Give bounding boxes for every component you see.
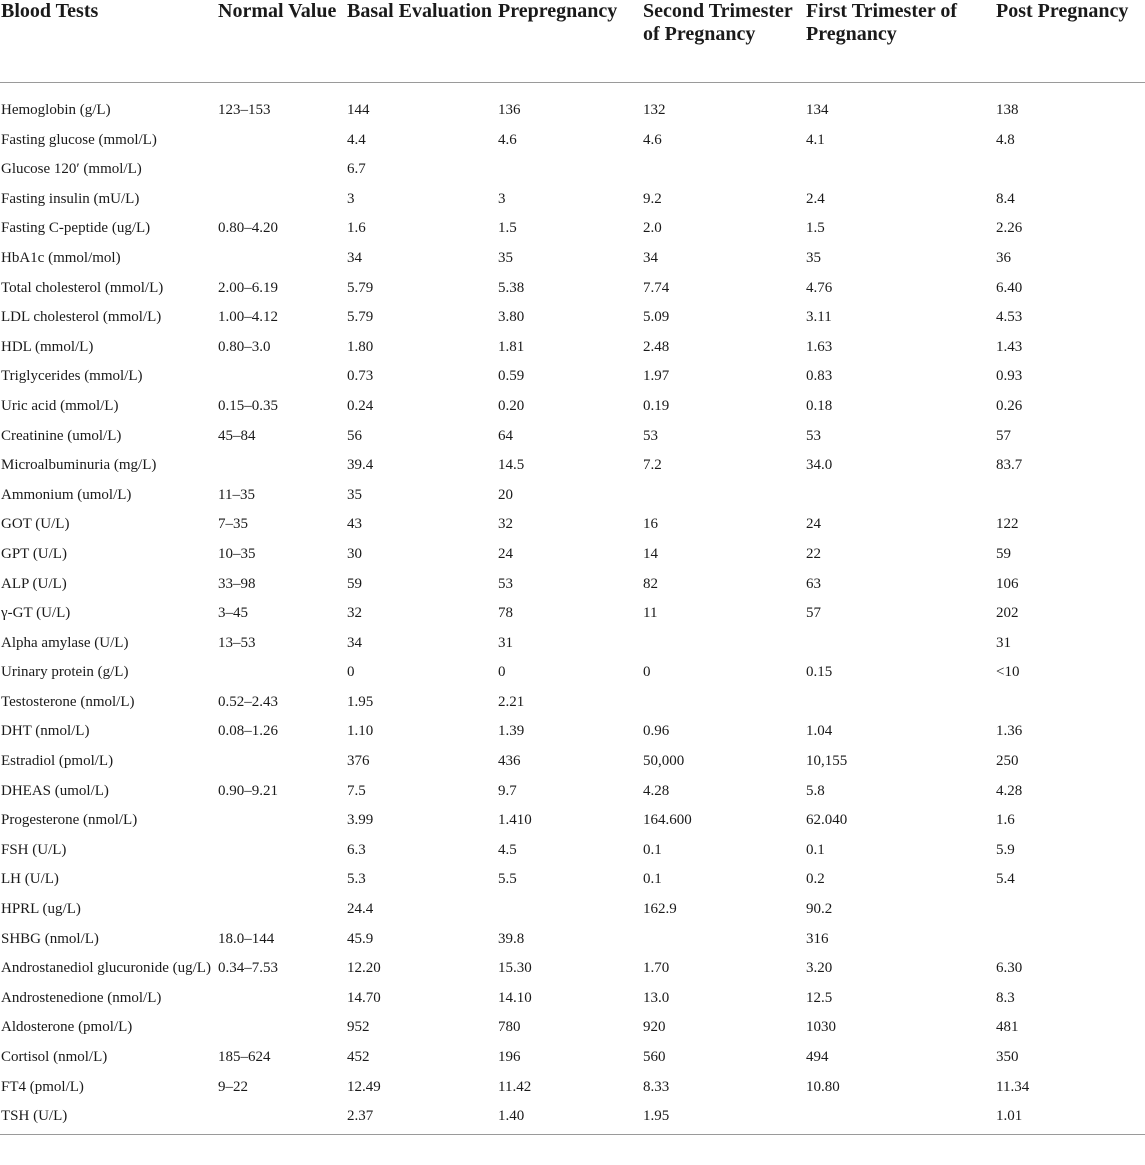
cell-prepregnancy: 9.7 [498, 782, 517, 799]
cell-basal-evaluation: 1.6 [347, 220, 366, 237]
cell-first-trimester: 0.15 [806, 664, 833, 681]
cell-normal-value [217, 1013, 346, 1043]
table-row [0, 1102, 1145, 1135]
cell-prepregnancy: 4.5 [498, 841, 517, 858]
cell-second-trimester: 7.74 [643, 279, 670, 296]
cell-post-pregnancy: 6.30 [996, 960, 1023, 977]
cell-post-pregnancy: 1.43 [996, 338, 1023, 355]
cell-second-trimester: 8.33 [643, 1078, 670, 1095]
cell-normal-value: 45–84 [218, 427, 256, 444]
cell-blood-test: ALP (U/L) [1, 575, 67, 592]
cell-prepregnancy: 0.59 [498, 368, 525, 385]
cell-basal-evaluation: 1.10 [347, 723, 374, 740]
cell-normal-value [217, 658, 346, 688]
cell-post-pregnancy: 8.3 [996, 989, 1015, 1006]
cell-second-trimester: 9.2 [643, 190, 662, 207]
cell-prepregnancy: 64 [498, 427, 513, 444]
cell-post-pregnancy: 57 [996, 427, 1011, 444]
cell-prepregnancy [497, 155, 642, 185]
cell-blood-test: Creatinine (umol/L) [1, 427, 122, 444]
cell-second-trimester: 1.70 [643, 960, 670, 977]
cell-blood-test: Fasting insulin (mU/L) [1, 190, 140, 207]
cell-normal-value [217, 747, 346, 777]
cell-basal-evaluation: 6.3 [347, 841, 366, 858]
table-row [0, 777, 1145, 807]
cell-basal-evaluation: 5.79 [347, 309, 374, 326]
cell-prepregnancy: 1.40 [497, 1102, 642, 1135]
cell-normal-value: 1.00–4.12 [218, 309, 278, 326]
cell-normal-value: 7–35 [218, 516, 248, 533]
table-row [0, 303, 1145, 333]
cell-blood-test: Glucose 120′ (mmol/L) [1, 161, 142, 178]
cell-normal-value [217, 126, 346, 156]
cell-basal-evaluation: 59 [347, 575, 362, 592]
header-basal-evaluation: Basal Evaluation [346, 0, 497, 83]
cell-blood-test: LDL cholesterol (mmol/L) [1, 309, 162, 326]
cell-normal-value: 0.34–7.53 [218, 960, 278, 977]
cell-blood-test: HPRL (ug/L) [1, 901, 81, 918]
cell-post-pregnancy: 4.8 [996, 131, 1015, 148]
cell-post-pregnancy [995, 688, 1145, 718]
cell-blood-test: SHBG (nmol/L) [1, 930, 99, 947]
cell-blood-test: Triglycerides (mmol/L) [1, 368, 143, 385]
cell-second-trimester [642, 925, 805, 955]
cell-first-trimester [805, 1102, 995, 1135]
cell-prepregnancy: 14.5 [498, 457, 525, 474]
header-post-pregnancy: Post Pregnancy [995, 0, 1145, 83]
table-row [0, 629, 1145, 659]
cell-normal-value [217, 244, 346, 274]
cell-blood-test: DHEAS (umol/L) [1, 782, 109, 799]
cell-basal-evaluation: 0 [347, 664, 355, 681]
cell-first-trimester: 0.83 [806, 368, 833, 385]
cell-first-trimester: 1.5 [806, 220, 825, 237]
cell-post-pregnancy: <10 [996, 664, 1020, 681]
cell-basal-evaluation: 952 [347, 1019, 370, 1036]
cell-first-trimester: 1.63 [806, 338, 833, 355]
table-row [0, 1013, 1145, 1043]
cell-post-pregnancy [995, 895, 1145, 925]
table-row [0, 362, 1145, 392]
cell-prepregnancy: 2.21 [498, 693, 525, 710]
cell-blood-test: Progesterone (nmol/L) [1, 812, 138, 829]
cell-basal-evaluation: 12.20 [347, 960, 381, 977]
table-row [0, 570, 1145, 600]
cell-blood-test: Aldosterone (pmol/L) [1, 1019, 133, 1036]
cell-prepregnancy: 3 [498, 190, 506, 207]
cell-first-trimester: 90.2 [806, 901, 833, 918]
cell-blood-test: γ-GT (U/L) [1, 605, 71, 622]
cell-prepregnancy: 53 [498, 575, 513, 592]
cell-prepregnancy: 39.8 [498, 930, 525, 947]
cell-blood-test: DHT (nmol/L) [1, 723, 90, 740]
table-row [0, 599, 1145, 629]
cell-post-pregnancy: 138 [996, 102, 1019, 118]
cell-second-trimester: 920 [643, 1019, 666, 1036]
cell-normal-value: 0.90–9.21 [218, 782, 278, 799]
cell-first-trimester: 4.76 [806, 279, 833, 296]
cell-first-trimester: 3.20 [806, 960, 833, 977]
cell-second-trimester: 50,000 [643, 753, 685, 770]
cell-normal-value: 123–153 [218, 102, 271, 118]
table-row [0, 274, 1145, 304]
cell-basal-evaluation: 4.4 [347, 131, 366, 148]
cell-normal-value [217, 1102, 346, 1135]
cell-first-trimester: 1.04 [806, 723, 833, 740]
cell-first-trimester: 53 [806, 427, 821, 444]
cell-basal-evaluation: 34 [347, 634, 362, 651]
table-row [0, 333, 1145, 363]
table-row [0, 155, 1145, 185]
cell-normal-value: 11–35 [218, 486, 255, 503]
cell-normal-value [217, 984, 346, 1014]
table-row [0, 658, 1145, 688]
cell-normal-value: 0.52–2.43 [218, 693, 278, 710]
table-row [0, 925, 1145, 955]
cell-second-trimester [642, 629, 805, 659]
table-row [0, 422, 1145, 452]
cell-first-trimester: 134 [806, 102, 829, 118]
table-row [0, 1043, 1145, 1073]
cell-prepregnancy: 136 [498, 102, 521, 118]
cell-first-trimester: 0.18 [806, 397, 833, 414]
cell-post-pregnancy: 0.26 [996, 397, 1023, 414]
cell-first-trimester: 34.0 [806, 457, 833, 474]
cell-blood-test: Ammonium (umol/L) [1, 486, 132, 503]
cell-normal-value [217, 806, 346, 836]
cell-basal-evaluation: 56 [347, 427, 362, 444]
cell-normal-value: 13–53 [218, 634, 256, 651]
cell-second-trimester [642, 688, 805, 718]
cell-first-trimester: 0.2 [806, 871, 825, 888]
cell-basal-evaluation: 3.99 [347, 812, 374, 829]
table-row [0, 244, 1145, 274]
cell-blood-test: HDL (mmol/L) [1, 338, 94, 355]
cell-basal-evaluation: 24.4 [347, 901, 374, 918]
cell-normal-value: 3–45 [218, 605, 248, 622]
table-row [0, 451, 1145, 481]
header-first-trimester: First Trimester of Pregnancy [805, 0, 995, 83]
cell-normal-value: 0.08–1.26 [218, 723, 278, 740]
cell-second-trimester: 11 [643, 605, 658, 622]
cell-post-pregnancy: 202 [996, 605, 1019, 622]
cell-blood-test: Fasting C-peptide (ug/L) [1, 220, 151, 237]
cell-first-trimester: 10.80 [806, 1078, 840, 1095]
cell-second-trimester: 82 [643, 575, 658, 592]
cell-basal-evaluation: 2.37 [346, 1102, 497, 1135]
cell-prepregnancy: 31 [498, 634, 513, 651]
cell-basal-evaluation: 45.9 [347, 930, 374, 947]
table-row [0, 510, 1145, 540]
table-row [0, 717, 1145, 747]
cell-first-trimester: 22 [806, 545, 821, 562]
cell-post-pregnancy: 122 [996, 516, 1019, 533]
cell-prepregnancy: 35 [498, 249, 513, 266]
cell-first-trimester [805, 629, 995, 659]
header-row [0, 0, 1145, 83]
table-row [0, 865, 1145, 895]
cell-basal-evaluation: 1.80 [347, 338, 374, 355]
cell-prepregnancy: 5.5 [498, 871, 517, 888]
cell-second-trimester: 162.9 [643, 901, 677, 918]
cell-blood-test: Urinary protein (g/L) [1, 664, 129, 681]
cell-basal-evaluation: 7.5 [347, 782, 366, 799]
table-body [0, 83, 1145, 1135]
cell-blood-test: Total cholesterol (mmol/L) [1, 279, 164, 296]
cell-normal-value: 0.80–3.0 [218, 338, 271, 355]
cell-second-trimester: 0.96 [643, 723, 670, 740]
cell-post-pregnancy: 5.4 [996, 871, 1015, 888]
cell-second-trimester: 53 [643, 427, 658, 444]
cell-blood-test: Uric acid (mmol/L) [1, 397, 119, 414]
table-row [0, 1073, 1145, 1103]
cell-second-trimester: 2.0 [643, 220, 662, 237]
cell-blood-test: Androstenedione (nmol/L) [1, 989, 162, 1006]
cell-prepregnancy: 78 [498, 605, 513, 622]
cell-post-pregnancy: 83.7 [996, 457, 1023, 474]
table-row [0, 185, 1145, 215]
cell-second-trimester [642, 481, 805, 511]
cell-blood-test: FT4 (pmol/L) [1, 1078, 84, 1095]
cell-prepregnancy: 5.38 [498, 279, 525, 296]
cell-post-pregnancy: 2.26 [996, 220, 1023, 237]
cell-second-trimester: 0 [643, 664, 651, 681]
cell-first-trimester: 1030 [806, 1019, 836, 1036]
cell-normal-value [217, 185, 346, 215]
table-row [0, 481, 1145, 511]
cell-post-pregnancy: 6.40 [996, 279, 1023, 296]
cell-normal-value: 185–624 [218, 1049, 271, 1065]
cell-basal-evaluation: 376 [347, 753, 370, 770]
cell-second-trimester [642, 155, 805, 185]
cell-prepregnancy: 1.5 [498, 220, 517, 237]
cell-prepregnancy: 3.80 [498, 309, 525, 326]
cell-second-trimester: 560 [643, 1049, 666, 1065]
cell-second-trimester: 1.95 [642, 1102, 805, 1135]
cell-second-trimester: 2.48 [643, 338, 670, 355]
table-row [0, 984, 1145, 1014]
cell-post-pregnancy: 1.01 [995, 1102, 1145, 1135]
cell-normal-value [217, 362, 346, 392]
cell-basal-evaluation: 144 [347, 102, 370, 118]
cell-basal-evaluation: 0.24 [347, 397, 374, 414]
cell-post-pregnancy: 5.9 [996, 841, 1015, 858]
cell-second-trimester: 132 [643, 102, 666, 118]
cell-blood-test: Cortisol (nmol/L) [1, 1049, 108, 1065]
table-row [0, 895, 1145, 925]
cell-blood-test: TSH (U/L) [0, 1102, 217, 1135]
cell-first-trimester: 35 [806, 249, 821, 266]
cell-first-trimester: 10,155 [806, 753, 848, 770]
cell-basal-evaluation: 5.3 [347, 871, 366, 888]
cell-first-trimester [805, 155, 995, 185]
cell-second-trimester: 1.97 [643, 368, 670, 385]
cell-blood-test: Estradiol (pmol/L) [1, 753, 114, 770]
cell-prepregnancy: 1.81 [498, 338, 525, 355]
cell-second-trimester: 7.2 [643, 457, 662, 474]
cell-second-trimester: 0.19 [643, 397, 670, 414]
cell-first-trimester: 3.11 [806, 309, 832, 326]
cell-blood-test: Alpha amylase (U/L) [1, 634, 129, 651]
cell-second-trimester: 5.09 [643, 309, 670, 326]
cell-basal-evaluation: 6.7 [347, 161, 366, 178]
cell-normal-value: 0.80–4.20 [218, 220, 278, 237]
cell-basal-evaluation: 5.79 [347, 279, 374, 296]
cell-blood-test: Testosterone (nmol/L) [1, 693, 135, 710]
cell-second-trimester: 16 [643, 516, 658, 533]
cell-blood-test: LH (U/L) [1, 871, 59, 888]
cell-second-trimester: 34 [643, 249, 658, 266]
table-row [0, 954, 1145, 984]
cell-post-pregnancy [995, 481, 1145, 511]
cell-first-trimester: 63 [806, 575, 821, 592]
cell-first-trimester: 4.1 [806, 131, 825, 148]
cell-normal-value: 10–35 [218, 545, 256, 562]
cell-first-trimester: 62.040 [806, 812, 848, 829]
cell-first-trimester: 57 [806, 605, 821, 622]
cell-basal-evaluation: 0.73 [347, 368, 374, 385]
cell-prepregnancy: 0.20 [498, 397, 525, 414]
cell-basal-evaluation: 452 [347, 1049, 370, 1065]
cell-basal-evaluation: 12.49 [347, 1078, 381, 1095]
cell-prepregnancy: 14.10 [498, 989, 532, 1006]
table-row [0, 392, 1145, 422]
cell-post-pregnancy: 36 [996, 249, 1011, 266]
cell-first-trimester: 0.1 [806, 841, 825, 858]
cell-normal-value [217, 865, 346, 895]
cell-normal-value: 0.15–0.35 [218, 397, 278, 414]
header-normal-value: Normal Value [217, 0, 346, 83]
cell-post-pregnancy: 4.53 [996, 309, 1023, 326]
table-row [0, 747, 1145, 777]
cell-prepregnancy [497, 895, 642, 925]
cell-basal-evaluation: 43 [347, 516, 362, 533]
cell-blood-test: Androstanediol glucuronide (ug/L) [1, 960, 211, 977]
cell-first-trimester: 5.8 [806, 782, 825, 799]
cell-normal-value [217, 836, 346, 866]
cell-normal-value: 9–22 [218, 1078, 248, 1095]
table-row [0, 688, 1145, 718]
cell-blood-test: GPT (U/L) [1, 545, 67, 562]
cell-second-trimester: 164.600 [643, 812, 692, 829]
table-row [0, 214, 1145, 244]
cell-post-pregnancy: 350 [996, 1049, 1019, 1065]
cell-first-trimester [805, 688, 995, 718]
cell-second-trimester: 4.6 [643, 131, 662, 148]
cell-basal-evaluation: 39.4 [347, 457, 374, 474]
cell-basal-evaluation: 1.95 [347, 693, 374, 710]
cell-prepregnancy: 32 [498, 516, 513, 533]
header-blood-tests: Blood Tests [0, 0, 217, 83]
cell-normal-value [217, 451, 346, 481]
cell-first-trimester: 2.4 [806, 190, 825, 207]
cell-normal-value [217, 155, 346, 185]
cell-first-trimester: 24 [806, 516, 821, 533]
cell-blood-test: HbA1c (mmol/mol) [1, 249, 121, 266]
cell-post-pregnancy: 11.34 [996, 1078, 1030, 1095]
cell-prepregnancy: 196 [498, 1049, 521, 1065]
cell-post-pregnancy: 1.6 [996, 812, 1015, 829]
cell-blood-test: Fasting glucose (mmol/L) [1, 131, 157, 148]
cell-normal-value: 18.0–144 [218, 930, 275, 947]
cell-post-pregnancy [995, 925, 1145, 955]
cell-blood-test: Hemoglobin (g/L) [1, 102, 111, 118]
cell-blood-test: Microalbuminuria (mg/L) [1, 457, 157, 474]
cell-post-pregnancy [995, 155, 1145, 185]
table-header [0, 0, 1145, 83]
cell-normal-value: 33–98 [218, 575, 256, 592]
cell-prepregnancy: 4.6 [498, 131, 517, 148]
cell-first-trimester: 316 [806, 930, 829, 947]
cell-first-trimester: 494 [806, 1049, 829, 1065]
cell-post-pregnancy: 31 [996, 634, 1011, 651]
table-row [0, 540, 1145, 570]
cell-post-pregnancy: 106 [996, 575, 1019, 592]
cell-post-pregnancy: 0.93 [996, 368, 1023, 385]
header-prepregnancy: Prepregnancy [497, 0, 642, 83]
cell-post-pregnancy: 481 [996, 1019, 1019, 1036]
cell-second-trimester: 0.1 [643, 841, 662, 858]
cell-prepregnancy: 24 [498, 545, 513, 562]
cell-post-pregnancy: 8.4 [996, 190, 1015, 207]
cell-post-pregnancy: 4.28 [996, 782, 1023, 799]
cell-basal-evaluation: 14.70 [347, 989, 381, 1006]
cell-normal-value [217, 895, 346, 925]
cell-prepregnancy: 1.410 [498, 812, 532, 829]
cell-prepregnancy: 1.39 [498, 723, 525, 740]
cell-blood-test: FSH (U/L) [1, 841, 67, 858]
cell-basal-evaluation: 32 [347, 605, 362, 622]
cell-second-trimester: 0.1 [643, 871, 662, 888]
cell-prepregnancy: 15.30 [498, 960, 532, 977]
table-row [0, 836, 1145, 866]
cell-normal-value: 2.00–6.19 [218, 279, 278, 296]
cell-prepregnancy: 0 [498, 664, 506, 681]
cell-post-pregnancy: 1.36 [996, 723, 1023, 740]
table-row [0, 126, 1145, 156]
cell-prepregnancy: 11.42 [498, 1078, 532, 1095]
cell-second-trimester: 14 [643, 545, 658, 562]
cell-basal-evaluation: 35 [347, 486, 362, 503]
cell-first-trimester [805, 481, 995, 511]
table-row [0, 83, 1145, 126]
cell-first-trimester: 12.5 [806, 989, 833, 1006]
cell-prepregnancy: 780 [498, 1019, 521, 1036]
table-row [0, 806, 1145, 836]
cell-blood-test: GOT (U/L) [1, 516, 70, 533]
cell-basal-evaluation: 3 [347, 190, 355, 207]
cell-post-pregnancy: 59 [996, 545, 1011, 562]
cell-prepregnancy: 20 [498, 486, 513, 503]
cell-prepregnancy: 436 [498, 753, 521, 770]
cell-basal-evaluation: 30 [347, 545, 362, 562]
cell-second-trimester: 4.28 [643, 782, 670, 799]
cell-second-trimester: 13.0 [643, 989, 670, 1006]
cell-basal-evaluation: 34 [347, 249, 362, 266]
cell-post-pregnancy: 250 [996, 753, 1019, 770]
header-second-trimester: Second Trimester of Pregnancy [642, 0, 805, 83]
